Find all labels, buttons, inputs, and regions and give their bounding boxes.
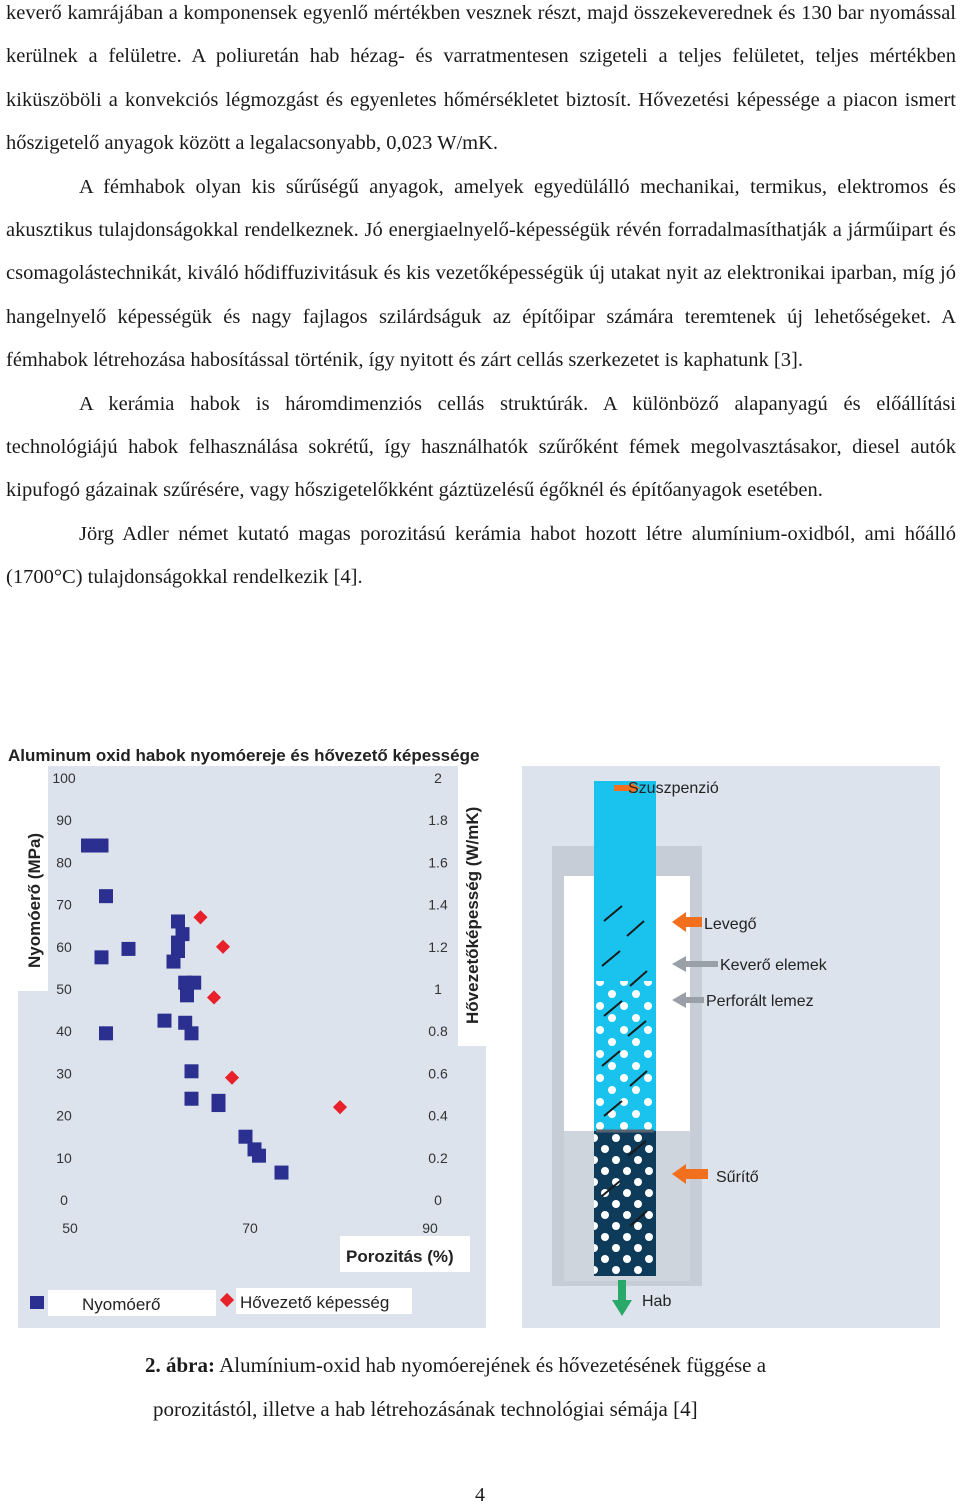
figure (0, 736, 960, 1336)
paragraph-1: keverő kamrájában a komponensek egyenlő mértékben vesznek részt, majd összekeverednek és 130 bar nyomással kerülnek a felületre. A poliuretán hab hézag- és varratmentesen szigeteli a teljes felületet, teljes mértékben kiküszöböli a konvekciós légmozgást és egyenletes hőmérsékletet biztosít. Hővezetési képessége a piacon ismert hőszigetelő anyagok között a legalacsonyabb, 0,023 W/mK. (6, 2, 956, 155)
x-axis-label: Porozitás (%) (346, 1247, 454, 1266)
paragraph-3: A kerámia habok is háromdimenziós cellás struktúrák. A különböző alapanyagú és előállítási technológiájú habok felhasználása sokrétű, így használhatók szűrőként fémek megolvasztásakor, diesel autók kipufogó gázainak szűrésére, vagy hőszigetelőkként gáztüzelésű égőknél és építőanyagok esetében. (6, 392, 956, 502)
y-left-tick-label: 10 (56, 1149, 72, 1166)
data-point-compressive-strength (95, 950, 109, 964)
air-arrow-shaft (686, 917, 702, 927)
y-left-tick-label: 90 (56, 812, 72, 829)
y-axis-right-label: Hővezetőképesség (W/mK) (463, 806, 482, 1024)
data-point-compressive-strength (171, 914, 185, 928)
label-suspension: Szuszpenzió (628, 780, 719, 797)
data-point-compressive-strength (185, 1026, 199, 1040)
thickener-arrow-shaft (686, 1169, 708, 1179)
data-point-compressive-strength (252, 1149, 266, 1163)
data-point-compressive-strength (185, 1092, 199, 1106)
y-right-tick-label: 0.8 (428, 1023, 448, 1040)
data-point-compressive-strength (212, 1098, 226, 1112)
data-point-compressive-strength (95, 839, 109, 853)
caption-line-1: Alumínium-oxid hab nyomóerejének és hővezetésének függése a (215, 1353, 767, 1377)
data-point-compressive-strength (239, 1130, 253, 1144)
x-tick-label: 70 (242, 1220, 258, 1236)
y-right-tick-label: 1.4 (428, 896, 448, 913)
data-point-compressive-strength (99, 1026, 113, 1040)
data-point-compressive-strength (167, 955, 181, 969)
figure-caption (145, 1343, 905, 1431)
data-point-compressive-strength (187, 976, 201, 990)
y-left-tick-label: 60 (56, 938, 72, 955)
y-axis-left-label: Nyomóerő (MPa) (25, 832, 44, 968)
y-left-tick-label: 50 (56, 981, 72, 997)
process-diagram (522, 736, 942, 1336)
y-right-tick-label: 0.6 (428, 1065, 448, 1082)
suspension-column (594, 861, 656, 981)
scatter-chart (0, 736, 510, 1336)
y-left-tick-label: 70 (56, 896, 72, 913)
mixer-arrow-shaft (686, 961, 718, 967)
y-right-tick-label: 0.4 (428, 1107, 448, 1124)
data-point-compressive-strength (158, 1014, 172, 1028)
chart-title: Aluminum oxid habok nyomóereje és hővezető képessége (8, 746, 480, 765)
foam-column-light (594, 981, 656, 1131)
data-point-compressive-strength (180, 988, 194, 1002)
legend-label-1: Nyomóerő (82, 1295, 161, 1314)
legend-label-2: Hővezető képesség (240, 1293, 390, 1312)
y-right-tick-label: 0 (434, 1192, 442, 1208)
y-left-tick-label: 20 (56, 1107, 72, 1124)
y-left-tick-label: 40 (56, 1023, 72, 1040)
y-right-tick-label: 1 (434, 981, 442, 997)
y-left-tick-label: 0 (60, 1192, 68, 1208)
data-point-compressive-strength (185, 1064, 199, 1078)
x-tick-label: 90 (422, 1220, 438, 1236)
y-left-tick-label: 100 (52, 770, 76, 786)
page-number: 4 (475, 1484, 485, 1506)
label-thickener: Sűrítő (716, 1169, 759, 1186)
y-right-tick-label: 0.2 (428, 1149, 448, 1166)
caption-prefix: 2. ábra: (145, 1353, 215, 1377)
y-right-tick-label: 1.6 (428, 854, 448, 871)
body-text (6, 0, 956, 600)
y-left-tick-label: 80 (56, 854, 72, 871)
y-right-tick-label: 1.2 (428, 938, 448, 955)
data-point-compressive-strength (122, 942, 136, 956)
y-right-tick-label: 2 (434, 770, 442, 786)
y-left-tick-label: 30 (56, 1065, 72, 1082)
legend-square-icon (30, 1296, 44, 1309)
data-point-compressive-strength (81, 839, 95, 853)
data-point-compressive-strength (99, 889, 113, 903)
paragraph-2: A fémhabok olyan kis sűrűségű anyagok, amelyek egyedülálló mechanikai, termikus, elektromos és akusztikus tulajdonságokkal rendelkeznek. Jó energiaelnyelő-képességük révén forradalmasíthatják a járműipart és csomagolástechnikát, kiváló hődiffuzivitásuk és kis vezetőképességük új utakat nyit az elektronikai iparban, míg jó hangelnyelő képességük és nagy fajlagos szilárdságuk az építőipar számára teremtenek új lehetőségeket. A fémhabok létrehozása habosítással történik, így nyitott és zárt cellás szerkezetet is kaphatunk [3]. (6, 175, 956, 372)
label-mixer: Keverő elemek (720, 957, 827, 974)
caption-line-2: porozitástól, illetve a hab létrehozásának technológiai sémája [4] (153, 1397, 698, 1421)
foam-column-dark (594, 1131, 656, 1276)
x-tick-label: 50 (62, 1220, 78, 1236)
data-point-compressive-strength (275, 1166, 289, 1180)
foam-arrow-shaft (618, 1280, 626, 1302)
plate-arrow-shaft (686, 997, 704, 1003)
label-plate: Perforált lemez (706, 993, 814, 1010)
y-right-tick-label: 1.8 (428, 812, 448, 829)
label-foam: Hab (642, 1293, 672, 1310)
paragraph-4: Jörg Adler német kutató magas porozitású kerámia habot hozott létre alumínium-oxidból, ami hőálló (1700°C) tulajdonságokkal rendelkezik [4]. (6, 522, 956, 589)
label-air: Levegő (704, 916, 757, 933)
